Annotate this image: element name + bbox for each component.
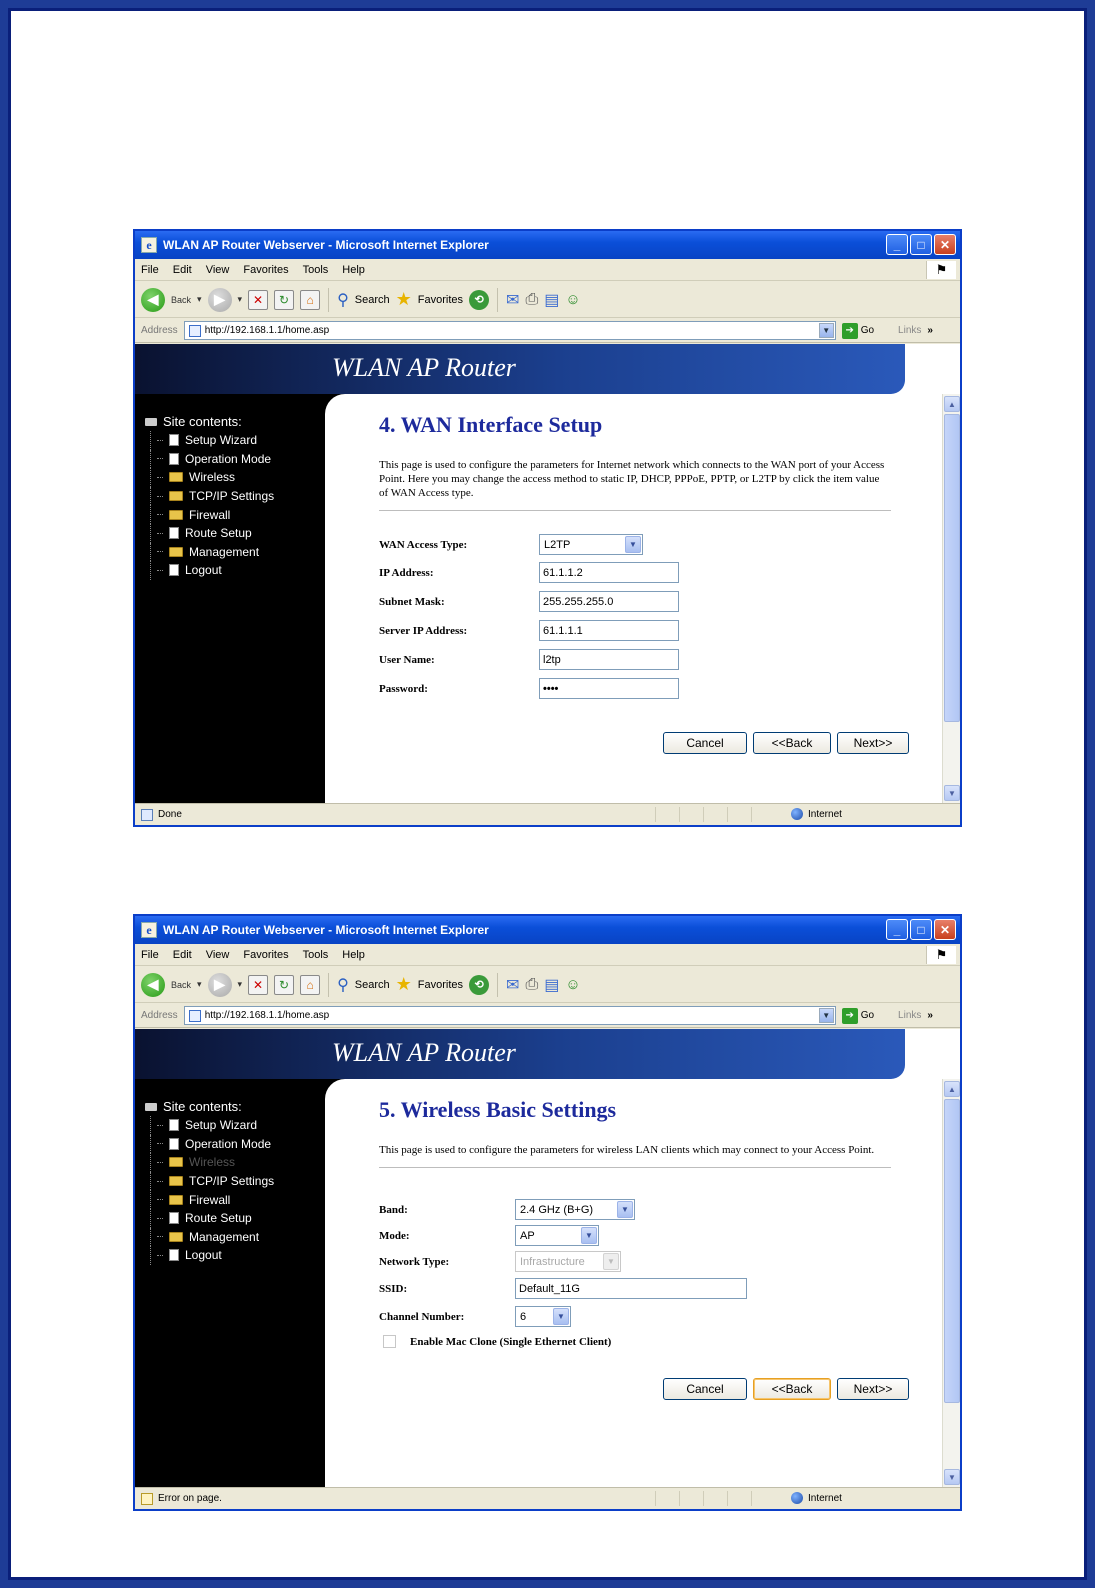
- browser-content: [135, 344, 960, 803]
- messenger-icon[interactable]: ☺: [565, 976, 581, 993]
- page-description: This page is used to configure the parameters for wireless LAN clients which may connect to your Access Point.: [379, 1144, 875, 1156]
- page-description: This page is used to configure the parameters for Internet network which connects to the WAN port of your Access Point. Here you may change the access method to static IP, DHCP, PPPoE, PPTP, or L2TP by click the item value of WAN Access type.: [379, 459, 885, 499]
- chevron-down-icon[interactable]: ▼: [625, 536, 641, 553]
- sidebar-item-label: Operation Mode: [185, 1136, 272, 1151]
- menu-help[interactable]: Help: [342, 263, 365, 276]
- document-icon: [169, 434, 179, 446]
- go-label: Go: [860, 1010, 875, 1021]
- document-icon: [169, 527, 179, 539]
- menu-file[interactable]: File: [141, 948, 159, 961]
- sidebar-item-label: Management: [189, 544, 260, 559]
- go-label: Go: [860, 325, 875, 336]
- address-url[interactable]: http://192.168.1.1/home.asp: [204, 1010, 330, 1021]
- folder-icon: [169, 1176, 183, 1186]
- zone-label: Internet: [808, 808, 842, 820]
- divider: [379, 510, 891, 511]
- folder-icon: [169, 491, 183, 501]
- menu-favorites[interactable]: Favorites: [243, 948, 289, 961]
- document-icon: [169, 1119, 179, 1131]
- home-icon[interactable]: ⌂: [300, 975, 320, 995]
- sidebar-item-route-setup[interactable]: [150, 1209, 274, 1228]
- network-type-select: [515, 1251, 621, 1272]
- sidebar-item-label: TCP/IP Settings: [189, 489, 275, 504]
- user-name-label: User Name:: [379, 653, 435, 666]
- channel-row: [379, 1306, 571, 1327]
- maximize-button[interactable]: □: [910, 234, 932, 255]
- menu-file[interactable]: File: [141, 263, 159, 276]
- ip-address-label: IP Address:: [379, 566, 434, 579]
- address-bar: [135, 319, 960, 343]
- band-label: Band:: [379, 1203, 408, 1216]
- back-dropdown-icon[interactable]: ▾: [197, 294, 202, 304]
- channel-value: 6: [520, 1310, 527, 1323]
- address-bar: [135, 1004, 960, 1028]
- sidebar-item-logout[interactable]: [150, 561, 274, 580]
- history-icon[interactable]: ⟲: [469, 975, 489, 995]
- scroll-down-icon[interactable]: ▼: [944, 1469, 960, 1485]
- document-icon: [169, 564, 179, 576]
- forward-dropdown-icon[interactable]: ▾: [237, 979, 243, 989]
- mode-row: [379, 1225, 599, 1246]
- close-button[interactable]: ✕: [934, 919, 956, 940]
- menu-favorites[interactable]: Favorites: [243, 263, 289, 276]
- status-text: Done: [158, 809, 182, 820]
- user-name-input[interactable]: l2tp: [539, 649, 679, 670]
- menu-edit[interactable]: Edit: [172, 948, 192, 961]
- search-icon[interactable]: ⚲: [337, 976, 349, 994]
- window-title: WLAN AP Router Webserver - Microsoft Internet Explorer: [163, 923, 489, 937]
- sidebar-item-management[interactable]: [150, 543, 274, 562]
- sidebar-item-tcpip-settings[interactable]: [150, 487, 274, 506]
- sidebar-item-operation-mode[interactable]: [150, 450, 274, 469]
- chevron-down-icon: ▼: [603, 1253, 619, 1270]
- next-button[interactable]: Next>>: [837, 1378, 909, 1400]
- windows-flag-icon: ⚑: [926, 261, 956, 279]
- address-input[interactable]: [184, 1006, 836, 1025]
- stop-icon[interactable]: ✕: [248, 290, 268, 310]
- error-warning-icon[interactable]: [141, 1493, 153, 1505]
- network-type-value: Infrastructure: [520, 1255, 585, 1268]
- address-url[interactable]: http://192.168.1.1/home.asp: [204, 325, 330, 336]
- address-label: Address: [141, 1010, 178, 1021]
- sidebar-item-label: Setup Wizard: [185, 1118, 258, 1133]
- ssid-row: [379, 1278, 747, 1299]
- search-icon[interactable]: ⚲: [337, 291, 349, 309]
- mode-value: AP: [520, 1229, 535, 1242]
- ip-address-input[interactable]: 61.1.1.2: [539, 562, 679, 583]
- maximize-button[interactable]: □: [910, 919, 932, 940]
- links-button[interactable]: Links: [898, 1010, 922, 1021]
- toolbar: [135, 282, 960, 318]
- document-icon: [169, 1138, 179, 1150]
- channel-label: Channel Number:: [379, 1310, 465, 1323]
- password-row: [379, 678, 679, 699]
- back-arrow-icon[interactable]: ◀: [141, 973, 165, 997]
- sidebar-item-firewall[interactable]: [150, 505, 274, 524]
- wan-access-type-select[interactable]: [539, 534, 643, 555]
- address-dropdown-icon[interactable]: ▼: [819, 1008, 834, 1023]
- back-button[interactable]: <<Back: [753, 1378, 831, 1400]
- title-bar[interactable]: [135, 231, 960, 259]
- sidebar-item-label: Logout: [185, 563, 222, 578]
- ie-logo-icon: e: [141, 237, 157, 253]
- sidebar-item-logout[interactable]: [150, 1246, 274, 1265]
- subnet-mask-row: [379, 591, 679, 612]
- computer-icon: [145, 1103, 157, 1111]
- folder-icon: [169, 1232, 183, 1242]
- tree-heading: [145, 414, 274, 429]
- scroll-up-icon[interactable]: ▲: [944, 396, 960, 412]
- edit-icon[interactable]: ▤: [544, 976, 560, 994]
- tree-heading-label: Site contents:: [163, 414, 242, 429]
- mode-select[interactable]: [515, 1225, 599, 1246]
- favorites-star-icon[interactable]: ★: [395, 289, 412, 309]
- stop-icon[interactable]: ✕: [248, 975, 268, 995]
- ie-logo-icon: e: [141, 922, 157, 938]
- cancel-button[interactable]: Cancel: [663, 732, 747, 754]
- document-icon: [169, 1212, 179, 1224]
- sidebar-item-operation-mode[interactable]: [150, 1135, 274, 1154]
- user-name-row: [379, 649, 679, 670]
- panel-corner: [325, 394, 349, 418]
- mail-icon[interactable]: ✉: [506, 291, 520, 309]
- sidebar-item-management[interactable]: [150, 1228, 274, 1247]
- mac-clone-row: [379, 1335, 611, 1348]
- vertical-scrollbar[interactable]: [942, 394, 960, 803]
- divider: [379, 1167, 891, 1168]
- wan-access-type-row: [379, 534, 643, 555]
- go-button[interactable]: [842, 1008, 874, 1024]
- router-banner: [135, 344, 905, 394]
- banner-title: WLAN AP Router: [332, 1038, 516, 1067]
- menu-help[interactable]: Help: [342, 948, 365, 961]
- mail-icon[interactable]: ✉: [506, 976, 520, 994]
- vertical-scrollbar[interactable]: [942, 1079, 960, 1487]
- password-label: Password:: [379, 682, 428, 695]
- go-arrow-icon: ➔: [842, 1008, 858, 1024]
- scroll-thumb[interactable]: [944, 1099, 960, 1403]
- sidebar-item-label: Setup Wizard: [185, 433, 258, 448]
- sidebar-item-firewall[interactable]: [150, 1190, 274, 1209]
- sidebar-item-label: Wireless: [189, 470, 236, 485]
- zone-label: Internet: [808, 1492, 842, 1504]
- globe-icon: [791, 808, 803, 820]
- network-type-row: [379, 1251, 621, 1272]
- chevron-down-icon[interactable]: ▼: [581, 1227, 597, 1244]
- address-dropdown-icon[interactable]: ▼: [819, 323, 834, 338]
- menu-tools[interactable]: Tools: [302, 948, 329, 961]
- chevron-down-icon[interactable]: ▼: [553, 1308, 569, 1325]
- password-input[interactable]: ••••: [539, 678, 679, 699]
- subnet-mask-label: Subnet Mask:: [379, 595, 445, 608]
- subnet-mask-input[interactable]: 255.255.255.0: [539, 591, 679, 612]
- search-button[interactable]: Search: [354, 293, 390, 306]
- router-banner: [135, 1029, 905, 1079]
- chevron-right-icon[interactable]: »: [927, 325, 933, 336]
- search-button[interactable]: Search: [354, 978, 390, 991]
- history-icon[interactable]: ⟲: [469, 290, 489, 310]
- sidebar: [135, 394, 325, 803]
- window-title: WLAN AP Router Webserver - Microsoft Internet Explorer: [163, 238, 489, 252]
- security-zone[interactable]: [791, 1492, 842, 1504]
- page-done-icon: [141, 809, 153, 821]
- status-text: Error on page.: [158, 1493, 222, 1504]
- folder-icon: [169, 1157, 183, 1167]
- main-panel: [349, 400, 929, 803]
- ssid-label: SSID:: [379, 1282, 408, 1295]
- ip-address-row: [379, 562, 679, 583]
- minimize-button[interactable]: _: [886, 234, 908, 255]
- sidebar-item-label: TCP/IP Settings: [189, 1174, 275, 1189]
- mac-clone-label: Enable Mac Clone (Single Ethernet Client): [410, 1335, 612, 1348]
- mode-label: Mode:: [379, 1229, 410, 1242]
- server-ip-input[interactable]: 61.1.1.1: [539, 620, 679, 641]
- refresh-icon[interactable]: ↻: [274, 290, 294, 310]
- links-button[interactable]: Links: [898, 325, 922, 336]
- home-icon[interactable]: ⌂: [300, 290, 320, 310]
- scroll-up-icon[interactable]: ▲: [944, 1081, 960, 1097]
- network-type-label: Network Type:: [379, 1255, 450, 1268]
- menu-tools[interactable]: Tools: [302, 263, 329, 276]
- minimize-button[interactable]: _: [886, 919, 908, 940]
- site-tree: [145, 414, 274, 580]
- sidebar-item-label: Operation Mode: [185, 451, 272, 466]
- page-icon: [189, 1010, 201, 1022]
- scroll-thumb[interactable]: [944, 414, 960, 722]
- sidebar-item-label: Route Setup: [185, 526, 252, 541]
- band-select[interactable]: [515, 1199, 635, 1220]
- panel-corner: [325, 1079, 349, 1103]
- menu-view[interactable]: View: [205, 263, 230, 276]
- computer-icon: [145, 418, 157, 426]
- menu-bar: [135, 259, 960, 281]
- forward-arrow-icon[interactable]: ▶: [208, 288, 232, 312]
- band-value: 2.4 GHz (B+G): [520, 1203, 594, 1216]
- document-icon: [169, 453, 179, 465]
- security-zone[interactable]: [791, 808, 842, 820]
- sidebar-item-label: Firewall: [189, 507, 231, 522]
- scroll-down-icon[interactable]: ▼: [944, 785, 960, 801]
- cancel-button[interactable]: Cancel: [663, 1378, 747, 1400]
- menu-bar: [135, 944, 960, 966]
- menu-edit[interactable]: Edit: [172, 263, 192, 276]
- wan-access-type-label: WAN Access Type:: [379, 538, 468, 551]
- document-icon: [169, 1249, 179, 1261]
- globe-icon: [791, 1492, 803, 1504]
- banner-title: WLAN AP Router: [332, 353, 516, 382]
- print-icon[interactable]: ⎙: [525, 975, 539, 993]
- folder-icon: [169, 1195, 183, 1205]
- sidebar-item-label: Firewall: [189, 1192, 231, 1207]
- back-dropdown-icon[interactable]: ▾: [197, 979, 202, 989]
- go-button[interactable]: [842, 323, 874, 339]
- page-icon: [189, 325, 201, 337]
- mac-clone-checkbox[interactable]: [383, 1335, 396, 1348]
- address-input[interactable]: [184, 321, 836, 340]
- ie-window-wan-setup: [133, 229, 962, 827]
- tree-heading: [145, 1099, 274, 1114]
- print-icon[interactable]: ⎙: [525, 290, 539, 308]
- windows-flag-icon: ⚑: [926, 946, 956, 964]
- forward-dropdown-icon[interactable]: ▾: [237, 294, 243, 304]
- forward-arrow-icon[interactable]: ▶: [208, 973, 232, 997]
- status-bar: [135, 1487, 960, 1509]
- sidebar-item-label: Management: [189, 1229, 260, 1244]
- sidebar-item-label: Wireless: [189, 1155, 236, 1170]
- server-ip-row: [379, 620, 679, 641]
- chevron-right-icon[interactable]: »: [927, 1010, 933, 1021]
- channel-select[interactable]: [515, 1306, 571, 1327]
- sidebar-item-setup-wizard[interactable]: [150, 1116, 274, 1135]
- browser-content: [135, 1029, 960, 1487]
- back-label[interactable]: Back: [171, 979, 192, 990]
- chevron-down-icon[interactable]: ▼: [617, 1201, 633, 1218]
- page-title: 5. Wireless Basic Settings: [379, 1097, 617, 1122]
- back-button[interactable]: <<Back: [753, 732, 831, 754]
- sidebar-item-wireless[interactable]: [150, 468, 274, 487]
- menu-view[interactable]: View: [205, 948, 230, 961]
- back-label[interactable]: Back: [171, 294, 192, 305]
- ssid-input[interactable]: Default_11G: [515, 1278, 747, 1299]
- favorites-button[interactable]: Favorites: [417, 978, 464, 991]
- sidebar-item-label: Logout: [185, 1248, 222, 1263]
- favorites-star-icon[interactable]: ★: [395, 974, 412, 994]
- site-tree: [145, 1099, 274, 1265]
- sidebar-item-route-setup[interactable]: [150, 524, 274, 543]
- favorites-button[interactable]: Favorites: [417, 293, 464, 306]
- next-button[interactable]: Next>>: [837, 732, 909, 754]
- close-button[interactable]: ✕: [934, 234, 956, 255]
- status-bar: [135, 803, 960, 825]
- toolbar: [135, 967, 960, 1003]
- sidebar-item-setup-wizard[interactable]: [150, 431, 274, 450]
- edit-icon[interactable]: ▤: [544, 291, 560, 309]
- ie-window-wireless-basic: [133, 914, 962, 1511]
- wan-access-type-value: L2TP: [544, 538, 571, 551]
- band-row: [379, 1199, 635, 1220]
- refresh-icon[interactable]: ↻: [274, 975, 294, 995]
- folder-icon: [169, 472, 183, 482]
- go-arrow-icon: ➔: [842, 323, 858, 339]
- title-bar[interactable]: [135, 916, 960, 944]
- sidebar-item-wireless[interactable]: [150, 1153, 274, 1172]
- page-title: 4. WAN Interface Setup: [379, 412, 603, 437]
- folder-icon: [169, 510, 183, 520]
- back-arrow-icon[interactable]: ◀: [141, 288, 165, 312]
- tree-heading-label: Site contents:: [163, 1099, 242, 1114]
- folder-icon: [169, 547, 183, 557]
- messenger-icon[interactable]: ☺: [565, 291, 581, 308]
- address-label: Address: [141, 325, 178, 336]
- server-ip-label: Server IP Address:: [379, 624, 468, 637]
- sidebar-item-label: Route Setup: [185, 1211, 252, 1226]
- main-panel: [349, 1085, 929, 1487]
- sidebar-item-tcpip-settings[interactable]: [150, 1172, 274, 1191]
- sidebar: [135, 1079, 325, 1487]
